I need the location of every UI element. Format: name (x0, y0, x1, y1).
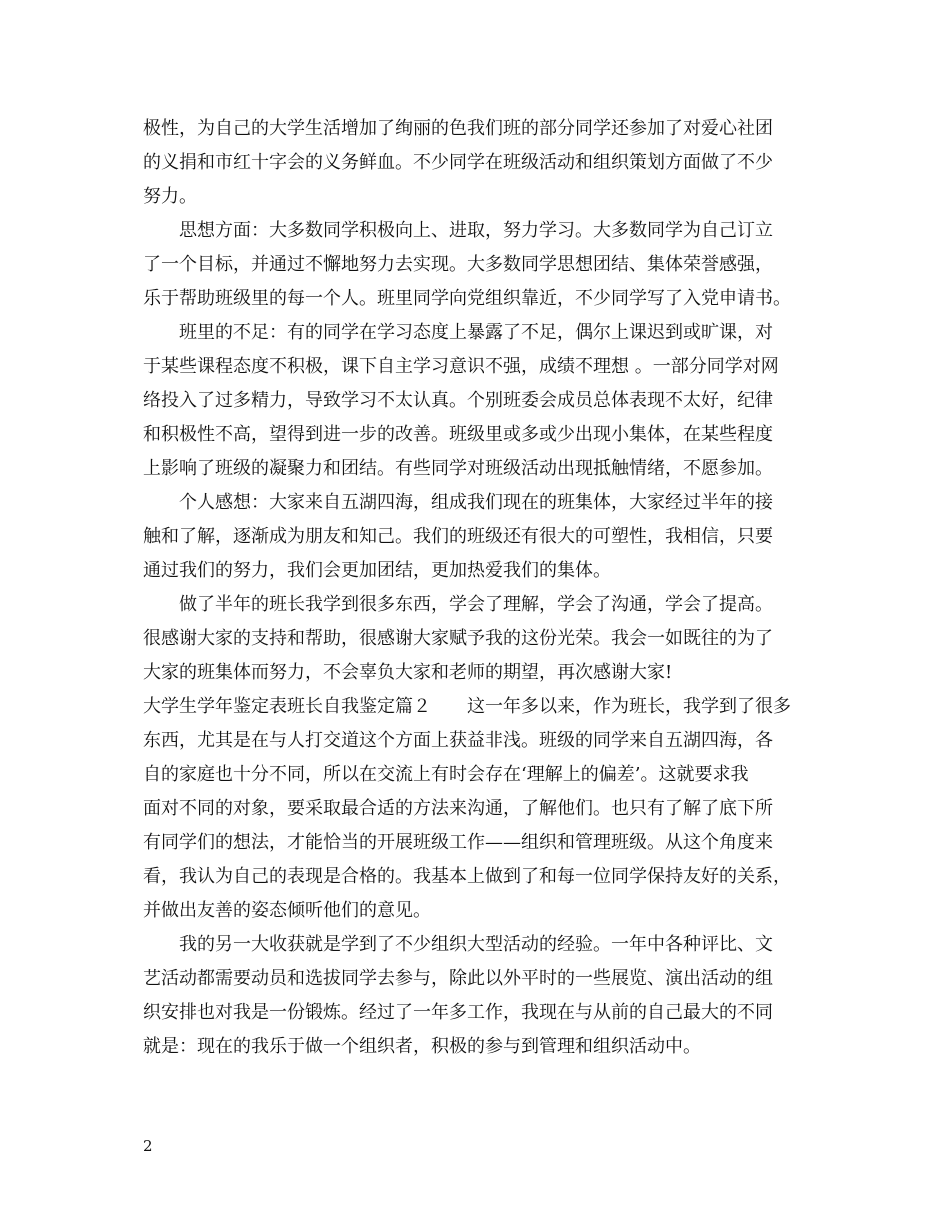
text-line: 努力。 (143, 186, 197, 207)
paragraph-start-line: 我的另一大收获就是学到了不少组织大型活动的经验。一年中各种评比、文 (179, 934, 773, 955)
paragraph-start-line: 思想方面：大多数同学积极向上、进取，努力学习。大多数同学为自己订立 (179, 220, 773, 241)
paragraph-start-line: 做了半年的班长我学到很多东西，学会了理解，学会了沟通，学会了提高。 (179, 594, 773, 615)
text-line: 乐于帮助班级里的每一个人。班里同学向党组织靠近，不少同学写了入党申请书。 (143, 288, 791, 309)
text-line: 极性，为自己的大学生活增加了绚丽的色我们班的部分同学还参加了对爱心社团 (143, 118, 773, 139)
text-line: 的义捐和市红十字会的义务鲜血。不少同学在班级活动和组织策划方面做了不少 (143, 152, 773, 173)
text-line: 并做出友善的姿态倾听他们的意见。 (143, 900, 431, 921)
paragraph-start-line: 班里的不足：有的同学在学习态度上暴露了不足，偶尔上课迟到或旷课，对 (179, 322, 773, 343)
text-line: 看，我认为自己的表现是合格的。我基本上做到了和每一位同学保持友好的关系， (143, 866, 791, 887)
text-line: 于某些课程态度不积极，课下自主学习意识不强，成绩不理想 。一部分同学对网 (143, 356, 779, 377)
text-line: 面对不同的对象，要采取最合适的方法来沟通，了解他们。也只有了解了底下所 (143, 798, 773, 819)
section-heading-line: 大学生学年鉴定表班长自我鉴定篇２ 这一年多以来，作为班长，我学到了很多 (143, 696, 791, 717)
text-line: 很感谢大家的支持和帮助，很感谢大家赋予我的这份光荣。我会一如既往的为了 (143, 628, 773, 649)
text-line: 上影响了班级的凝聚力和团结。有些同学对班级活动出现抵触情绪，不愿参加。 (143, 458, 773, 479)
text-line: 艺活动都需要动员和选拔同学去参与，除此以外平时的一些展览、演出活动的组 (143, 968, 773, 989)
text-line: 和积极性不高，望得到进一步的改善。班级里或多或少出现小集体，在某些程度 (143, 424, 773, 445)
document-body (143, 112, 811, 1064)
page-number: 2 (143, 1137, 153, 1155)
text-line: 织安排也对我是一份锻炼。经过了一年多工作，我现在与从前的自己最大的不同 (143, 1002, 773, 1023)
text-line: 大家的班集体而努力，不会辜负大家和老师的期望，再次感谢大家! (143, 662, 673, 683)
text-line: 通过我们的努力，我们会更加团结，更加热爱我们的集体。 (143, 560, 611, 581)
text-line: 自的家庭也十分不同，所以在交流上有时会存在‘理解上的偏差’。这就要求我 (143, 764, 749, 785)
text-line: 触和了解，逐渐成为朋友和知己。我们的班级还有很大的可塑性，我相信，只要 (143, 526, 773, 547)
text-line: 络投入了过多精力，导致学习不太认真。个别班委会成员总体表现不太好，纪律 (143, 390, 773, 411)
text-line: 就是：现在的我乐于做一个组织者，积极的参与到管理和组织活动中。 (143, 1036, 701, 1057)
text-line: 东西，尤其是在与人打交道这个方面上获益非浅。班级的同学来自五湖四海，各 (143, 730, 773, 751)
paragraph-start-line: 个人感想：大家来自五湖四海，组成我们现在的班集体，大家经过半年的接 (179, 492, 773, 513)
text-line: 有同学们的想法，才能恰当的开展班级工作——组织和管理班级。从这个角度来 (143, 832, 773, 853)
text-line: 了一个目标，并通过不懈地努力去实现。大多数同学思想团结、集体荣誉感强， (143, 254, 773, 275)
